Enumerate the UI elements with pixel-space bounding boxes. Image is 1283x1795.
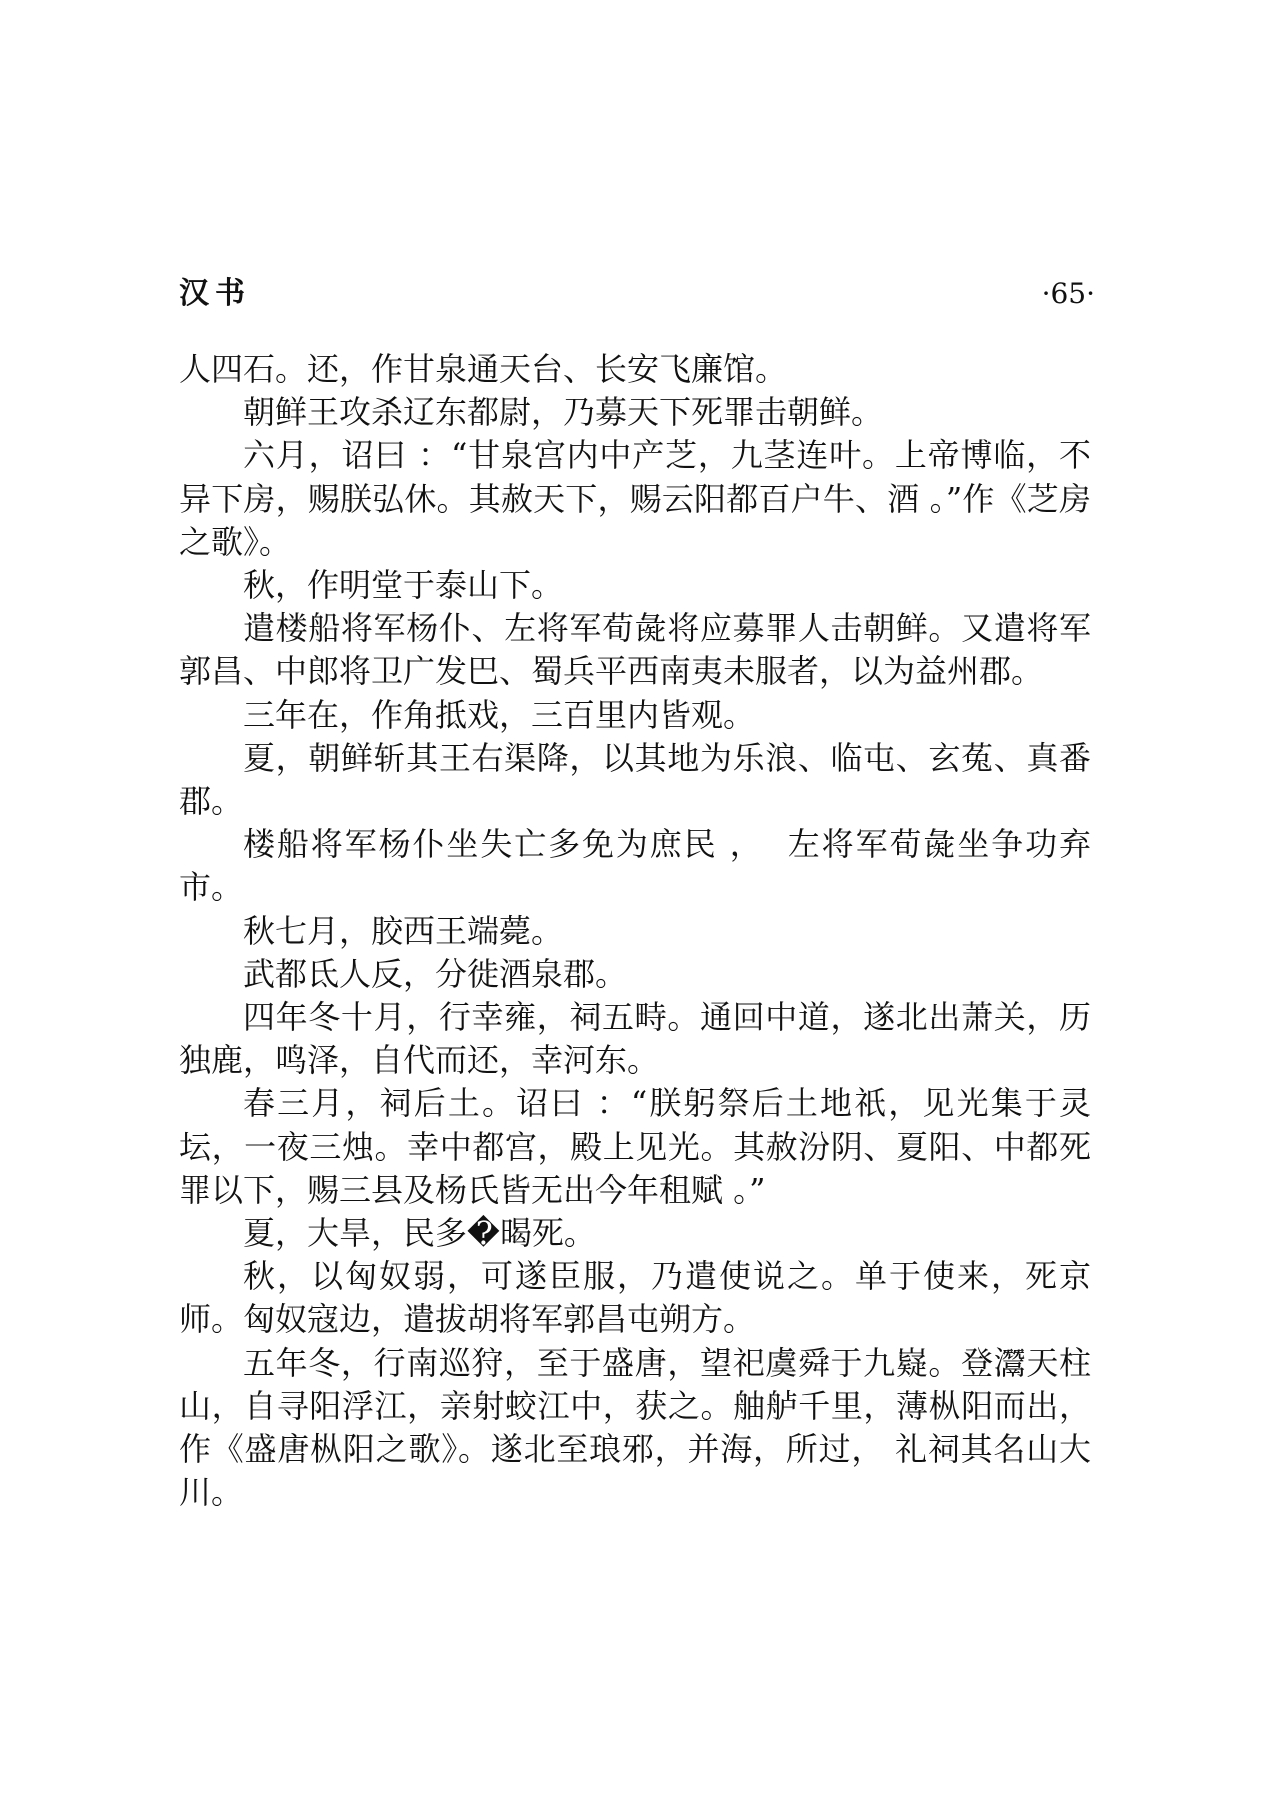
paragraph: 遣楼船将军杨仆、左将军荀彘将应募罪人击朝鲜。又遣将军郭昌、中郎将卫广发巴、蜀兵平西南夷未服者，以为益州郡。 [179,609,1091,691]
paragraph: 秋，以匈奴弱，可遂臣服，乃遣使说之。单于使来，死京师。匈奴寇边，遣拔胡将军郭昌屯朔方。 [179,1257,1091,1339]
page-number: ·65· [1041,277,1095,310]
paragraph: 夏，大旱，民多�暍死。 [243,1214,596,1253]
paragraph: 人四石。还，作甘泉通天台、长安飞廉馆。 [179,350,788,388]
paragraph: 夏，朝鲜斩其王右渠降，以其地为乐浪、临屯、玄菟、真番郡。 [179,738,1091,821]
book-title: 汉书 [179,276,251,311]
paragraph: 三年在，作角抵戏，三百里内皆观。 [243,695,756,734]
paragraph: 六月，诏曰 ：“甘泉宫内中产芝，九茎连叶。上帝博临，不异下房，赐朕弘休。其赦天下，赐云阳都百户牛、酒 。”作《芝房之歌》。 [179,436,1091,561]
page-header [179,272,1095,316]
paragraph: 秋七月，胶西王端薨。 [243,911,564,950]
paragraph: 五年冬，行南巡狩，至于盛唐，望祀虞舜于九嶷。登灊天柱山，自寻阳浮江，亲射蛟江中，获之。舳舻千里，薄枞阳而出，作《盛唐枞阳之歌》。遂北至琅邪，并海，所过， 礼祠其名山大川。 [179,1343,1091,1512]
paragraph: 朝鲜王攻杀辽东都尉，乃募天下死罪击朝鲜。 [243,393,884,432]
paragraph: 楼船将军杨仆坐失亡多免为庶民 ， 左将军荀彘坐争功弃市。 [179,825,1091,907]
paragraph: 四年冬十月，行幸雍，祠五畤。通回中道，遂北出萧关，历独鹿，鸣泽，自代而还，幸河东。 [179,998,1091,1080]
paragraph: 秋，作明堂于泰山下。 [243,566,564,605]
paragraph: 武都氐人反，分徙酒泉郡。 [243,954,628,993]
paragraph: 春三月，祠后土。诏曰 ：“朕躬祭后土地祇，见光集于灵坛，一夜三烛。幸中都宫，殿上见光。其赦汾阴、夏阳、中都死罪以下，赐三县及杨氏皆无出今年租赋 。” [179,1084,1091,1209]
body-text [179,348,1091,1514]
